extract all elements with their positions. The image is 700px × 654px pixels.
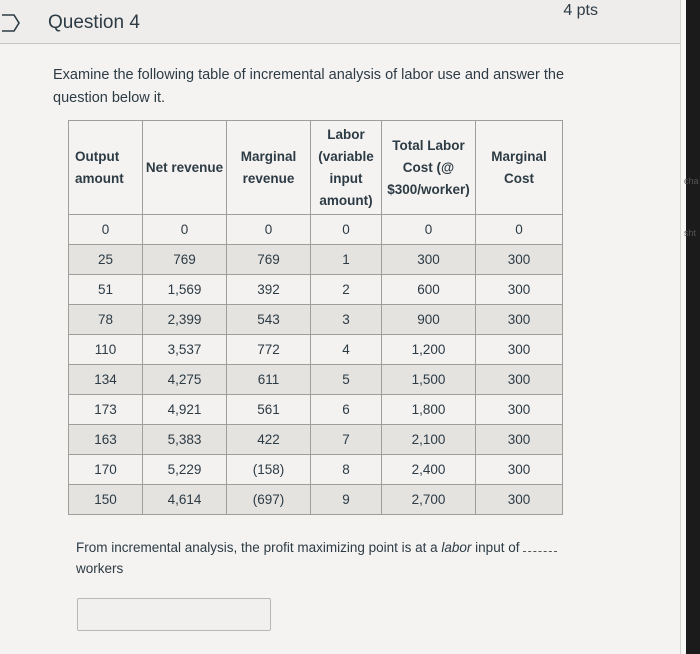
edge-label: sht <box>684 228 697 238</box>
cell-marginal-revenue: 392 <box>227 275 311 305</box>
cell-output: 173 <box>69 395 143 425</box>
cell-labor: 9 <box>311 485 382 515</box>
cell-output: 51 <box>69 275 143 305</box>
cell-marginal-cost: 300 <box>476 365 563 395</box>
cell-total-labor-cost: 300 <box>382 245 476 275</box>
cell-marginal-revenue: 772 <box>227 335 311 365</box>
table-row <box>69 245 563 275</box>
cell-output: 170 <box>69 455 143 485</box>
cell-net-revenue: 5,229 <box>143 455 227 485</box>
cell-labor: 1 <box>311 245 382 275</box>
cell-total-labor-cost: 600 <box>382 275 476 305</box>
cell-marginal-revenue: 422 <box>227 425 311 455</box>
header-output-amount: Output amount <box>69 121 143 215</box>
flag-question-icon[interactable] <box>0 12 22 34</box>
header-total-labor-cost: Total Labor Cost (@ $300/worker) <box>382 121 476 215</box>
cell-labor: 5 <box>311 365 382 395</box>
table-row <box>69 365 563 395</box>
cell-marginal-revenue: (697) <box>227 485 311 515</box>
table-row <box>69 335 563 365</box>
header-labor: Labor (variable input amount) <box>311 121 382 215</box>
table-row <box>69 275 563 305</box>
question-title: Question 4 <box>48 12 140 33</box>
edge-label: cha <box>684 176 699 186</box>
cell-total-labor-cost: 1,500 <box>382 365 476 395</box>
cell-total-labor-cost: 2,700 <box>382 485 476 515</box>
cell-output: 163 <box>69 425 143 455</box>
header-marginal-revenue: Marginal revenue <box>227 121 311 215</box>
cell-labor: 4 <box>311 335 382 365</box>
cell-marginal-cost: 0 <box>476 215 563 245</box>
cell-labor: 3 <box>311 305 382 335</box>
cell-marginal-revenue: 611 <box>227 365 311 395</box>
cell-marginal-revenue: 0 <box>227 215 311 245</box>
cell-labor: 0 <box>311 215 382 245</box>
cell-marginal-cost: 300 <box>476 455 563 485</box>
cell-marginal-cost: 300 <box>476 485 563 515</box>
cell-output: 134 <box>69 365 143 395</box>
table-header-row <box>69 121 563 215</box>
cell-total-labor-cost: 2,400 <box>382 455 476 485</box>
table-row <box>69 485 563 515</box>
cell-marginal-cost: 300 <box>476 395 563 425</box>
table-row <box>69 305 563 335</box>
cell-net-revenue: 769 <box>143 245 227 275</box>
cell-marginal-revenue: (158) <box>227 455 311 485</box>
cell-marginal-cost: 300 <box>476 275 563 305</box>
blank-placeholder <box>523 542 557 552</box>
cell-output: 150 <box>69 485 143 515</box>
table-row <box>69 425 563 455</box>
cell-output: 78 <box>69 305 143 335</box>
question-header <box>0 0 680 44</box>
cell-total-labor-cost: 900 <box>382 305 476 335</box>
cell-net-revenue: 4,614 <box>143 485 227 515</box>
cell-marginal-cost: 300 <box>476 335 563 365</box>
cell-net-revenue: 3,537 <box>143 335 227 365</box>
cell-labor: 2 <box>311 275 382 305</box>
question-prompt: Examine the following table of incremental analysis of labor use and answer the question below it. <box>53 67 565 106</box>
answer-input[interactable] <box>77 598 271 631</box>
cell-total-labor-cost: 2,100 <box>382 425 476 455</box>
header-marginal-cost: Marginal Cost <box>476 121 563 215</box>
cell-labor: 7 <box>311 425 382 455</box>
cell-net-revenue: 2,399 <box>143 305 227 335</box>
header-net-revenue: Net revenue <box>143 121 227 215</box>
table-row <box>69 395 563 425</box>
cell-marginal-revenue: 769 <box>227 245 311 275</box>
cell-total-labor-cost: 1,200 <box>382 335 476 365</box>
table-row <box>69 215 563 245</box>
right-edge-strip <box>686 0 700 654</box>
cell-output: 0 <box>69 215 143 245</box>
cell-marginal-cost: 300 <box>476 245 563 275</box>
cell-labor: 6 <box>311 395 382 425</box>
cell-output: 110 <box>69 335 143 365</box>
cell-net-revenue: 4,275 <box>143 365 227 395</box>
cell-marginal-cost: 300 <box>476 305 563 335</box>
table-body <box>69 215 563 515</box>
answer-prompt: From incremental analysis, the profit maximizing point is at a labor input of workers <box>76 537 576 579</box>
cell-total-labor-cost: 1,800 <box>382 395 476 425</box>
incremental-analysis-table <box>68 120 563 515</box>
cell-marginal-revenue: 561 <box>227 395 311 425</box>
cell-net-revenue: 0 <box>143 215 227 245</box>
cell-net-revenue: 4,921 <box>143 395 227 425</box>
table-row <box>69 455 563 485</box>
cell-net-revenue: 5,383 <box>143 425 227 455</box>
cell-marginal-revenue: 543 <box>227 305 311 335</box>
cell-total-labor-cost: 0 <box>382 215 476 245</box>
cell-labor: 8 <box>311 455 382 485</box>
question-points: 4 pts <box>563 2 598 19</box>
cell-marginal-cost: 300 <box>476 425 563 455</box>
cell-net-revenue: 1,569 <box>143 275 227 305</box>
cell-output: 25 <box>69 245 143 275</box>
